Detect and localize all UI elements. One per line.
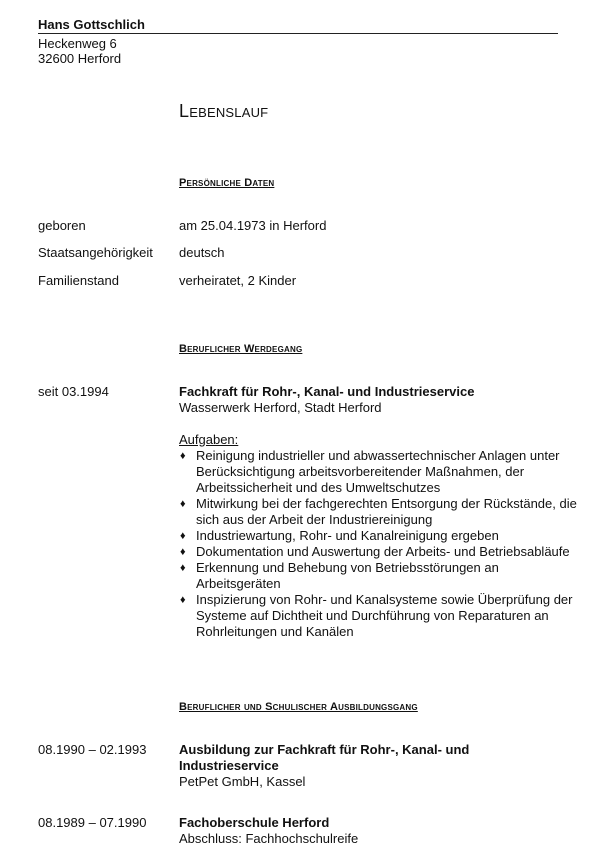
value-marital-status: verheiratet, 2 Kinder — [179, 273, 297, 288]
career-date: seit 03.1994 — [38, 384, 109, 399]
list-item: ♦ Mitwirkung bei der fachgerechten Entsorgung der Rückstände, die sich aus der Arbeit der Industriereinigung — [180, 496, 577, 527]
label-birth: geboren — [38, 218, 86, 233]
diamond-bullet-icon: ♦ — [180, 546, 186, 558]
address-city: 32600 Herford — [38, 51, 122, 66]
list-item: ♦ Reinigung industrieller und abwassertechnischer Anlagen unter Berücksichtigung arbeitsvorbereitender Maßnahmen, der Arbeitssicherheit und des Umweltschutzes — [180, 448, 560, 495]
value-birth: am 25.04.1973 in Herford — [179, 218, 327, 233]
diamond-bullet-icon: ♦ — [180, 594, 186, 606]
label-nationality: Staatsangehörigkeit — [38, 245, 153, 260]
address-street: Heckenweg 6 — [38, 36, 117, 51]
education-entry-1 — [179, 742, 509, 790]
list-item: ♦ Dokumentation und Auswertung der Arbeits- und Betriebsabläufe — [180, 544, 570, 559]
education-title-1: Ausbildung zur Fachkraft für Rohr-, Kanal- und Industrieservice — [179, 742, 470, 773]
education-detail-1: PetPet GmbH, Kassel — [179, 774, 306, 789]
list-item: ♦ Industriewartung, Rohr- und Kanalreinigung ergeben — [180, 528, 499, 543]
list-item: ♦ Inspizierung von Rohr- und Kanalsysteme sowie Überprüfung der Systeme auf Dichtheit und Durchführung von Reparaturen an Rohrleitungen und Kanälen — [180, 592, 573, 639]
career-employer: Wasserwerk Herford, Stadt Herford — [179, 400, 382, 415]
section-heading-education: Beruflicher und Schulischer Ausbildungsgang — [179, 701, 418, 713]
section-heading-personal: Persönliche Daten — [179, 177, 275, 189]
diamond-bullet-icon: ♦ — [180, 450, 186, 462]
education-detail-2: Abschluss: Fachhochschulreife — [179, 831, 359, 846]
diamond-bullet-icon: ♦ — [180, 498, 186, 510]
list-item: ♦ Erkennung und Behebung von Betriebsstörungen an Arbeitsgeräten — [180, 560, 499, 591]
tasks-list — [179, 448, 579, 640]
document-title: Lebenslauf — [179, 101, 269, 121]
education-date-2: 08.1989 – 07.1990 — [38, 815, 147, 830]
career-entry — [179, 384, 579, 640]
diamond-bullet-icon: ♦ — [180, 562, 186, 574]
section-heading-career: Beruflicher Werdegang — [179, 343, 303, 355]
diamond-bullet-icon: ♦ — [180, 530, 186, 542]
education-date-1: 08.1990 – 02.1993 — [38, 742, 147, 757]
tasks-label: Aufgaben: — [179, 432, 239, 447]
value-nationality: deutsch — [179, 245, 225, 260]
career-position: Fachkraft für Rohr-, Kanal- und Industrieservice — [179, 384, 475, 399]
applicant-name: Hans Gottschlich — [38, 17, 145, 32]
education-title-2: Fachoberschule Herford — [179, 815, 330, 830]
education-entry-2 — [179, 815, 579, 847]
label-marital-status: Familienstand — [38, 273, 119, 288]
header-rule — [38, 33, 558, 34]
